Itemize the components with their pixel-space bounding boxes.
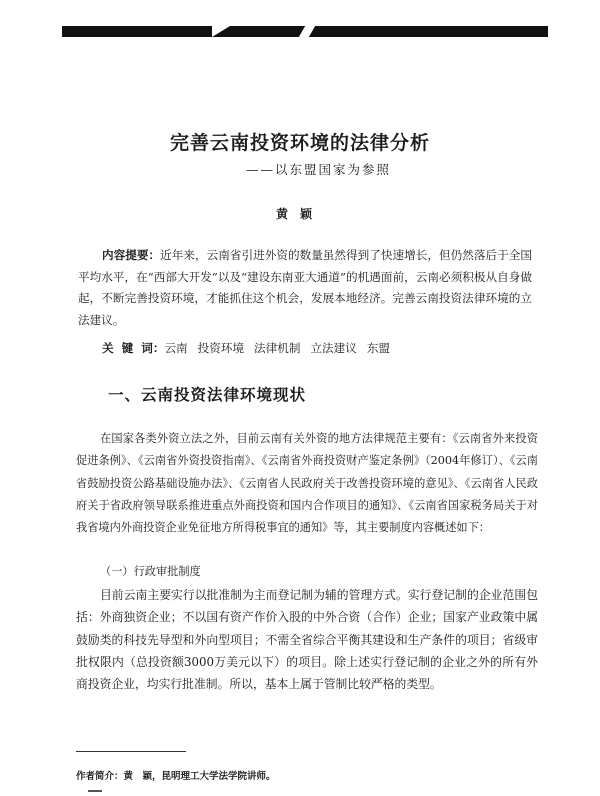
keywords: [102, 339, 400, 357]
author-footnote: 作者简介：黄 颖，昆明理工大学法学院讲师。: [76, 771, 276, 782]
abstract: [78, 245, 532, 331]
article-title: 完善云南投资环境的法律分析: [169, 132, 430, 154]
keyword: 投资环境: [197, 341, 245, 355]
body-paragraph: 在国家各类外资立法之外，目前云南有关外资的地方法律规范主要有：《云南省外来投资促进条例》、《云南省外资投资指南》、《云南省外商投资财产鉴定条例》（2004年修订）、《云南省鼓励投资公路基础设施办法》、《云南省人民政府关于改善投资环境的意见》、《云南省人民政府关于省政府领导联系推进重点外商投资和国内合作项目的通知》、《云南省国家税务局关于对我省境内外商投资企业免征地方所得税事宜的通知》等，其主要制度内容概述如下：: [76, 432, 538, 535]
keyword: 立法建议: [310, 341, 357, 355]
keyword: 东盟: [366, 341, 391, 355]
subsection-heading: （一）行政审批制度: [100, 565, 201, 578]
article-subtitle: ——以东盟国家为参照: [246, 162, 392, 177]
keyword: 法律机制: [254, 341, 301, 355]
keyword: 云南: [164, 341, 188, 355]
section-heading: 一、云南投资法律环境现状: [108, 385, 307, 404]
header-bar-gap: [299, 26, 315, 37]
running-header-bar: [62, 26, 548, 37]
author-name: 黄颖: [275, 207, 324, 221]
abstract-label: 内容提要：: [102, 248, 161, 262]
page-mark: [88, 790, 102, 792]
header-bar-notch: [212, 26, 230, 37]
body-paragraph: 目前云南主要实行以批准制为主而登记制为辅的管理方式。实行登记制的企业范围包括：外商独资企业；不以国有资产作价入股的中外合资（合作）企业；国家产业政策中属鼓励类的科技先导型和外向型项目；不需全省综合平衡其建设和生产条件的项目；省级审批权限内（总投资额3000万美元以下）的项目。除上述实行登记制的企业之外的所有外商投资企业，均实行批准制。所以，基本上属于管制比较严格的类型。: [76, 588, 538, 692]
abstract-text: 近年来，云南省引进外资的数量虽然得到了快速增长，但仍然落后于全国平均水平，在“西部大开发”以及“建设东南亚大通道”的机遇面前，云南必须积极从自身做起，不断完善投资环境，才能抓住这个机会，发展本地经济。完善云南投资法律环境的立法建议。: [78, 248, 532, 327]
keywords-label: 关 键 词：: [102, 341, 165, 355]
footnote-divider: [76, 751, 186, 752]
